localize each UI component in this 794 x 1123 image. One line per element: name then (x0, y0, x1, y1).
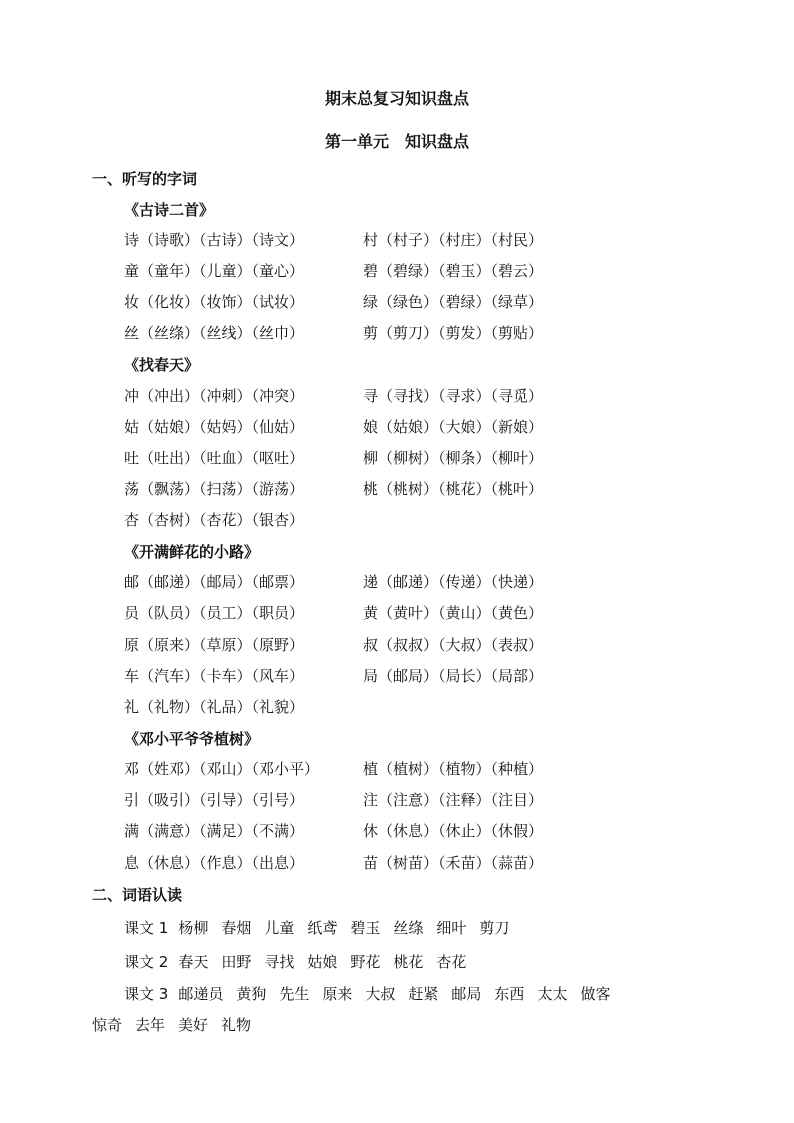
vocab-word: 做客 (580, 985, 611, 1003)
lesson-vocab-line (124, 917, 522, 938)
word-entry: 剪（剪刀）（剪发）（剪贴） (363, 324, 544, 342)
word-entry: 诗（诗歌）（古诗）（诗文） (124, 231, 305, 249)
word-entry: 丝（丝绦）（丝线）（丝巾） (124, 324, 305, 342)
vocab-word: 去年 (135, 1016, 166, 1034)
vocab-word: 剪刀 (479, 919, 510, 937)
word-entry: 叔（叔叔）（大叔）（表叔） (363, 636, 544, 654)
vocab-word: 惊奇 (92, 1016, 123, 1034)
word-entry: 员（队员）（员工）（职员） (124, 604, 305, 622)
word-entry: 礼（礼物）（礼品）（礼貌） (124, 698, 305, 716)
lesson-vocab-continuation (92, 1014, 264, 1035)
book-title: 《古诗二首》 (124, 201, 215, 219)
word-entry: 绿（绿色）（碧绿）（绿草） (363, 293, 544, 311)
word-entry: 满（满意）（满足）（不满） (124, 822, 305, 840)
book-title: 《开满鲜花的小路》 (124, 543, 260, 561)
word-entry: 车（汽车）（卡车）（风车） (124, 667, 305, 685)
page-subtitle: 第一单元 知识盘点 (324, 132, 469, 151)
vocab-word: 纸鸢 (307, 919, 338, 937)
word-entry: 童（童年）（儿童）（童心） (124, 262, 305, 280)
vocab-word: 东西 (494, 985, 525, 1003)
vocab-word: 原来 (322, 985, 353, 1003)
word-entry: 杏（杏树）（杏花）（银杏） (124, 511, 305, 529)
lesson-vocab-line (124, 983, 623, 1004)
vocab-word: 杨柳 (178, 919, 209, 937)
word-entry: 递（邮递）（传递）（快递） (363, 573, 544, 591)
word-entry: 局（邮局）（局长）（局部） (363, 667, 544, 685)
word-entry: 原（原来）（草原）（原野） (124, 636, 305, 654)
word-entry: 柳（柳树）（柳条）（柳叶） (363, 449, 544, 467)
word-entry: 休（休息）（休止）（休假） (363, 822, 544, 840)
page-title: 期末总复习知识盘点 (324, 89, 469, 108)
vocab-word: 邮局 (451, 985, 482, 1003)
lesson-label: 课文 1 (124, 919, 169, 937)
word-entry: 吐（吐出）（吐血）（呕吐） (124, 449, 305, 467)
lesson-label: 课文 2 (124, 953, 169, 971)
vocab-word: 美好 (178, 1016, 209, 1034)
vocab-word: 儿童 (264, 919, 295, 937)
vocab-word: 邮递员 (178, 985, 224, 1003)
word-entry: 植（植树）（植物）（种植） (363, 760, 544, 778)
vocab-word: 野花 (350, 953, 381, 971)
word-entry: 引（吸引）（引导）（引号） (124, 791, 305, 809)
lesson-vocab-line (124, 951, 479, 972)
word-entry: 村（村子）（村庄）（村民） (363, 231, 544, 249)
word-entry: 姑（姑娘）（姑妈）（仙姑） (124, 418, 305, 436)
vocab-word: 大叔 (365, 985, 396, 1003)
vocab-word: 先生 (279, 985, 310, 1003)
word-entry: 注（注意）（注释）（注目） (363, 791, 544, 809)
vocab-word: 春烟 (221, 919, 252, 937)
word-entry: 黄（黄叶）（黄山）（黄色） (363, 604, 544, 622)
section-heading-dictation: 一、听写的字词 (92, 170, 198, 188)
word-entry: 邓（姓邓）（邓山）（邓小平） (124, 760, 320, 778)
vocab-word: 赶紧 (408, 985, 439, 1003)
book-title: 《邓小平爷爷植树》 (124, 730, 260, 748)
word-entry: 娘（姑娘）（大娘）（新娘） (363, 418, 544, 436)
vocab-word: 桃花 (393, 953, 424, 971)
vocab-word: 太太 (537, 985, 568, 1003)
word-entry: 寻（寻找）（寻求）（寻觅） (363, 387, 544, 405)
word-entry: 妆（化妆）（妆饰）（试妆） (124, 293, 305, 311)
vocab-word: 杏花 (436, 953, 467, 971)
book-title: 《找春天》 (124, 356, 200, 374)
word-entry: 碧（碧绿）（碧玉）（碧云） (363, 262, 544, 280)
vocab-word: 寻找 (264, 953, 295, 971)
vocab-word: 礼物 (221, 1016, 252, 1034)
word-entry: 冲（冲出）（冲刺）（冲突） (124, 387, 305, 405)
vocab-word: 细叶 (436, 919, 467, 937)
vocab-word: 丝绦 (393, 919, 424, 937)
word-entry: 苗（树苗）（禾苗）（蒜苗） (363, 854, 544, 872)
lesson-label: 课文 3 (124, 985, 169, 1003)
section-heading-word-reading: 二、词语认读 (92, 886, 183, 904)
vocab-word: 姑娘 (307, 953, 338, 971)
word-entry: 桃（桃树）（桃花）（桃叶） (363, 480, 544, 498)
vocab-word: 黄狗 (236, 985, 267, 1003)
word-entry: 荡（飘荡）（扫荡）（游荡） (124, 480, 305, 498)
vocab-word: 田野 (221, 953, 252, 971)
word-entry: 邮（邮递）（邮局）（邮票） (124, 573, 305, 591)
vocab-word: 春天 (178, 953, 209, 971)
word-entry: 息（休息）（作息）（出息） (124, 854, 305, 872)
vocab-word: 碧玉 (350, 919, 381, 937)
